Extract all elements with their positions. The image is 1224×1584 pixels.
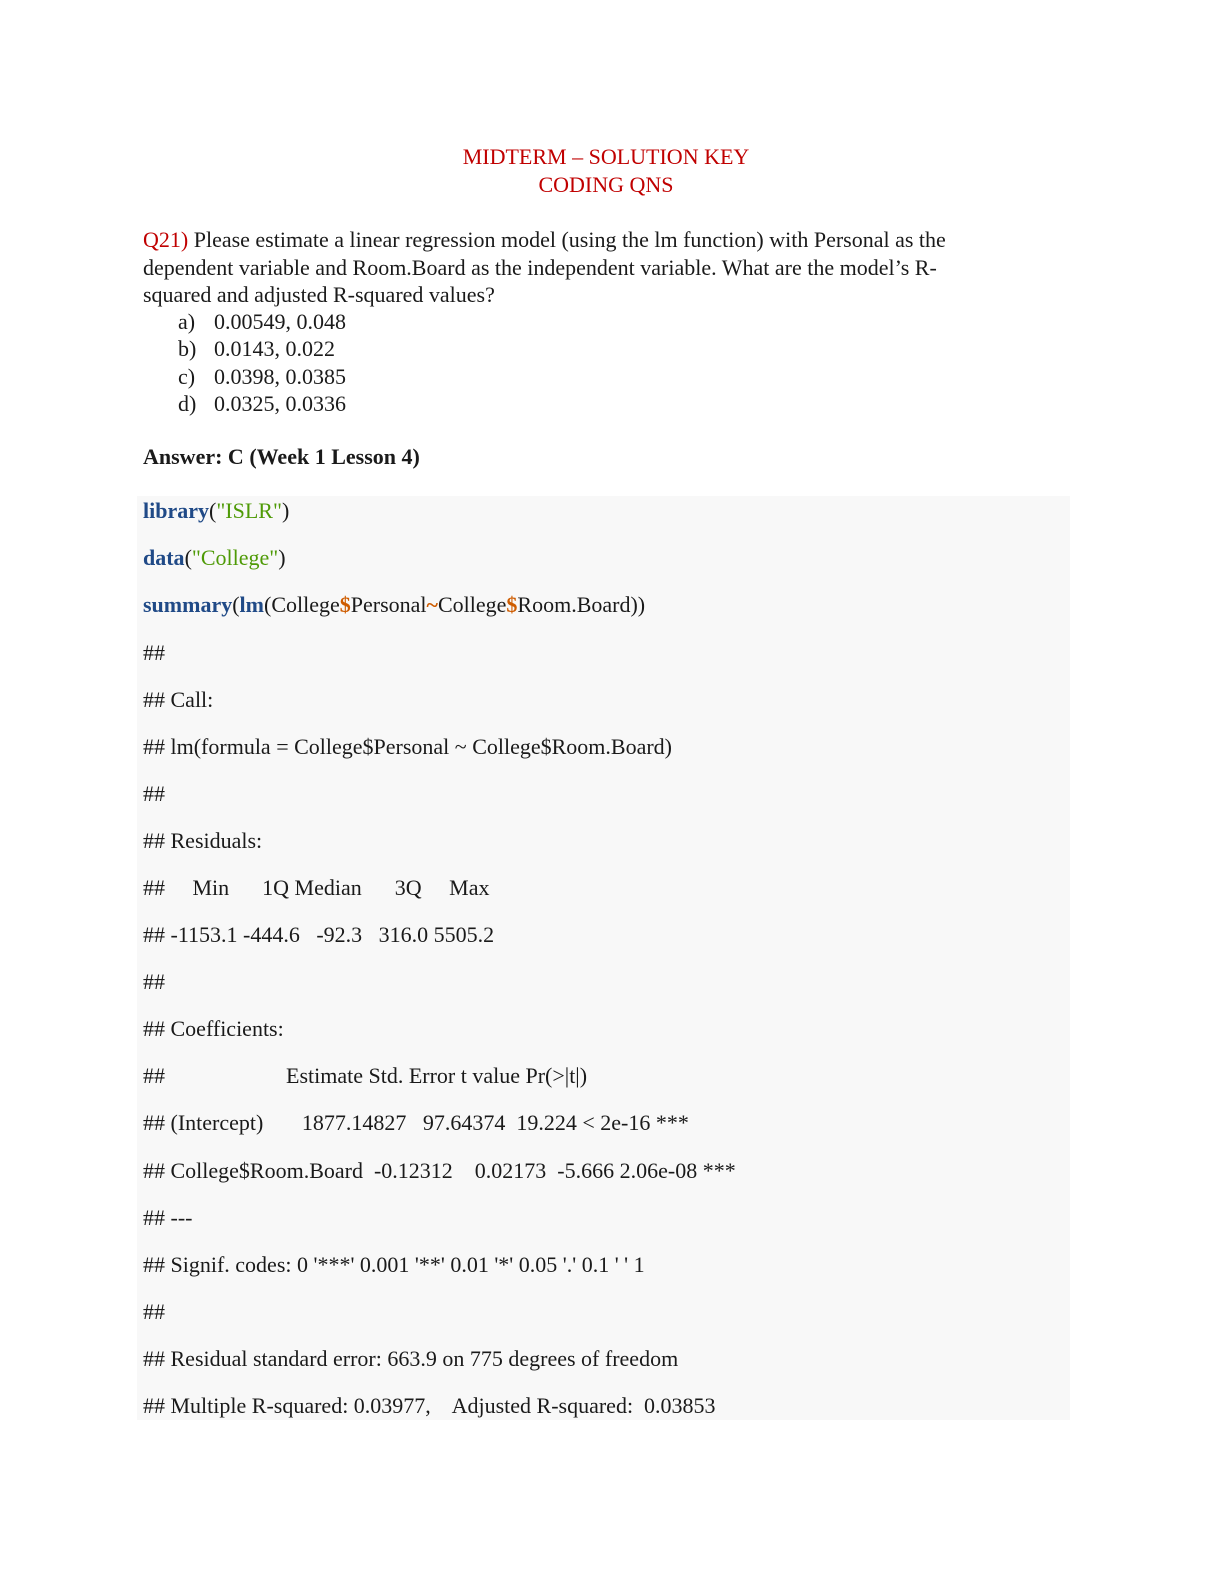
answer-line: Answer: C (Week 1 Lesson 4) bbox=[143, 444, 420, 469]
output-line: ## Estimate Std. Error t value Pr(>|t|) bbox=[143, 1063, 588, 1088]
doc-subtitle: CODING QNS bbox=[538, 172, 674, 197]
option-d bbox=[178, 390, 346, 417]
option-c bbox=[178, 363, 346, 390]
code-paren: ( bbox=[209, 498, 217, 523]
option-value: 0.0325, 0.0336 bbox=[214, 390, 346, 416]
code-function: library bbox=[143, 498, 209, 523]
code-text: College bbox=[437, 592, 507, 617]
output-line: ## Residuals: bbox=[143, 828, 263, 853]
code-text: (College bbox=[264, 592, 340, 617]
output-line: ## Coefficients: bbox=[143, 1016, 284, 1041]
code-function: summary bbox=[143, 592, 233, 617]
code-function: data bbox=[143, 545, 185, 570]
code-line-summary bbox=[143, 592, 645, 618]
code-string: "College" bbox=[191, 545, 279, 570]
code-paren: ( bbox=[232, 592, 240, 617]
output-line: ## Residual standard error: 663.9 on 775 degrees of freedom bbox=[143, 1346, 679, 1371]
code-line-data bbox=[143, 545, 286, 571]
code-text: Room.Board)) bbox=[517, 592, 646, 617]
code-text: Personal bbox=[350, 592, 427, 617]
output-line: ## --- bbox=[143, 1205, 193, 1230]
option-value: 0.0143, 0.022 bbox=[214, 336, 335, 362]
option-value: 0.00549, 0.048 bbox=[214, 309, 346, 334]
output-line: ## bbox=[143, 781, 165, 806]
option-label: c) bbox=[178, 363, 196, 389]
output-line: ## bbox=[143, 640, 165, 665]
question-text bbox=[143, 226, 1023, 309]
code-paren: ) bbox=[278, 545, 286, 570]
question-line-1: Please estimate a linear regression model (using the lm function) with Personal as the bbox=[188, 227, 946, 252]
option-label: d) bbox=[178, 390, 197, 416]
answer-options bbox=[178, 308, 346, 417]
option-b bbox=[178, 335, 346, 362]
output-line: ## College$Room.Board -0.12312 0.02173 -5.666 2.06e-08 *** bbox=[143, 1158, 736, 1183]
output-line: ## -1153.1 -444.6 -92.3 316.0 5505.2 bbox=[143, 922, 495, 947]
output-line: ## (Intercept) 1877.14827 97.64374 19.224 < 2e-16 *** bbox=[143, 1110, 689, 1135]
code-operator: ~ bbox=[426, 592, 438, 617]
code-paren: ) bbox=[281, 498, 290, 523]
code-function: lm bbox=[239, 592, 264, 617]
code-paren: ( bbox=[184, 545, 192, 570]
code-block bbox=[137, 496, 1070, 1420]
question-line-3: squared and adjusted R-squared values? bbox=[143, 282, 495, 307]
option-a bbox=[178, 308, 346, 335]
option-value: 0.0398, 0.0385 bbox=[214, 363, 346, 389]
output-line: ## bbox=[143, 969, 165, 994]
question-number: Q21) bbox=[143, 227, 189, 252]
code-operator: $ bbox=[339, 592, 351, 617]
doc-title: MIDTERM – SOLUTION KEY bbox=[462, 144, 750, 169]
option-label: a) bbox=[178, 309, 196, 334]
output-line: ## Signif. codes: 0 '***' 0.001 '**' 0.01 '*' 0.05 '.' 0.1 ' ' 1 bbox=[143, 1252, 645, 1277]
output-line: ## Multiple R-squared: 0.03977, Adjusted R-squared: 0.03853 bbox=[143, 1393, 716, 1418]
option-label: b) bbox=[178, 336, 197, 362]
output-line: ## Call: bbox=[143, 687, 214, 712]
output-line: ## bbox=[143, 1299, 165, 1324]
output-line: ## lm(formula = College$Personal ~ College$Room.Board) bbox=[143, 734, 672, 759]
code-line-library bbox=[143, 498, 289, 524]
question-line-2: dependent variable and Room.Board as the independent variable. What are the model’s R- bbox=[143, 254, 937, 280]
output-line: ## Min 1Q Median 3Q Max bbox=[143, 875, 490, 900]
code-operator: $ bbox=[506, 592, 518, 617]
code-string: "ISLR" bbox=[216, 498, 282, 523]
